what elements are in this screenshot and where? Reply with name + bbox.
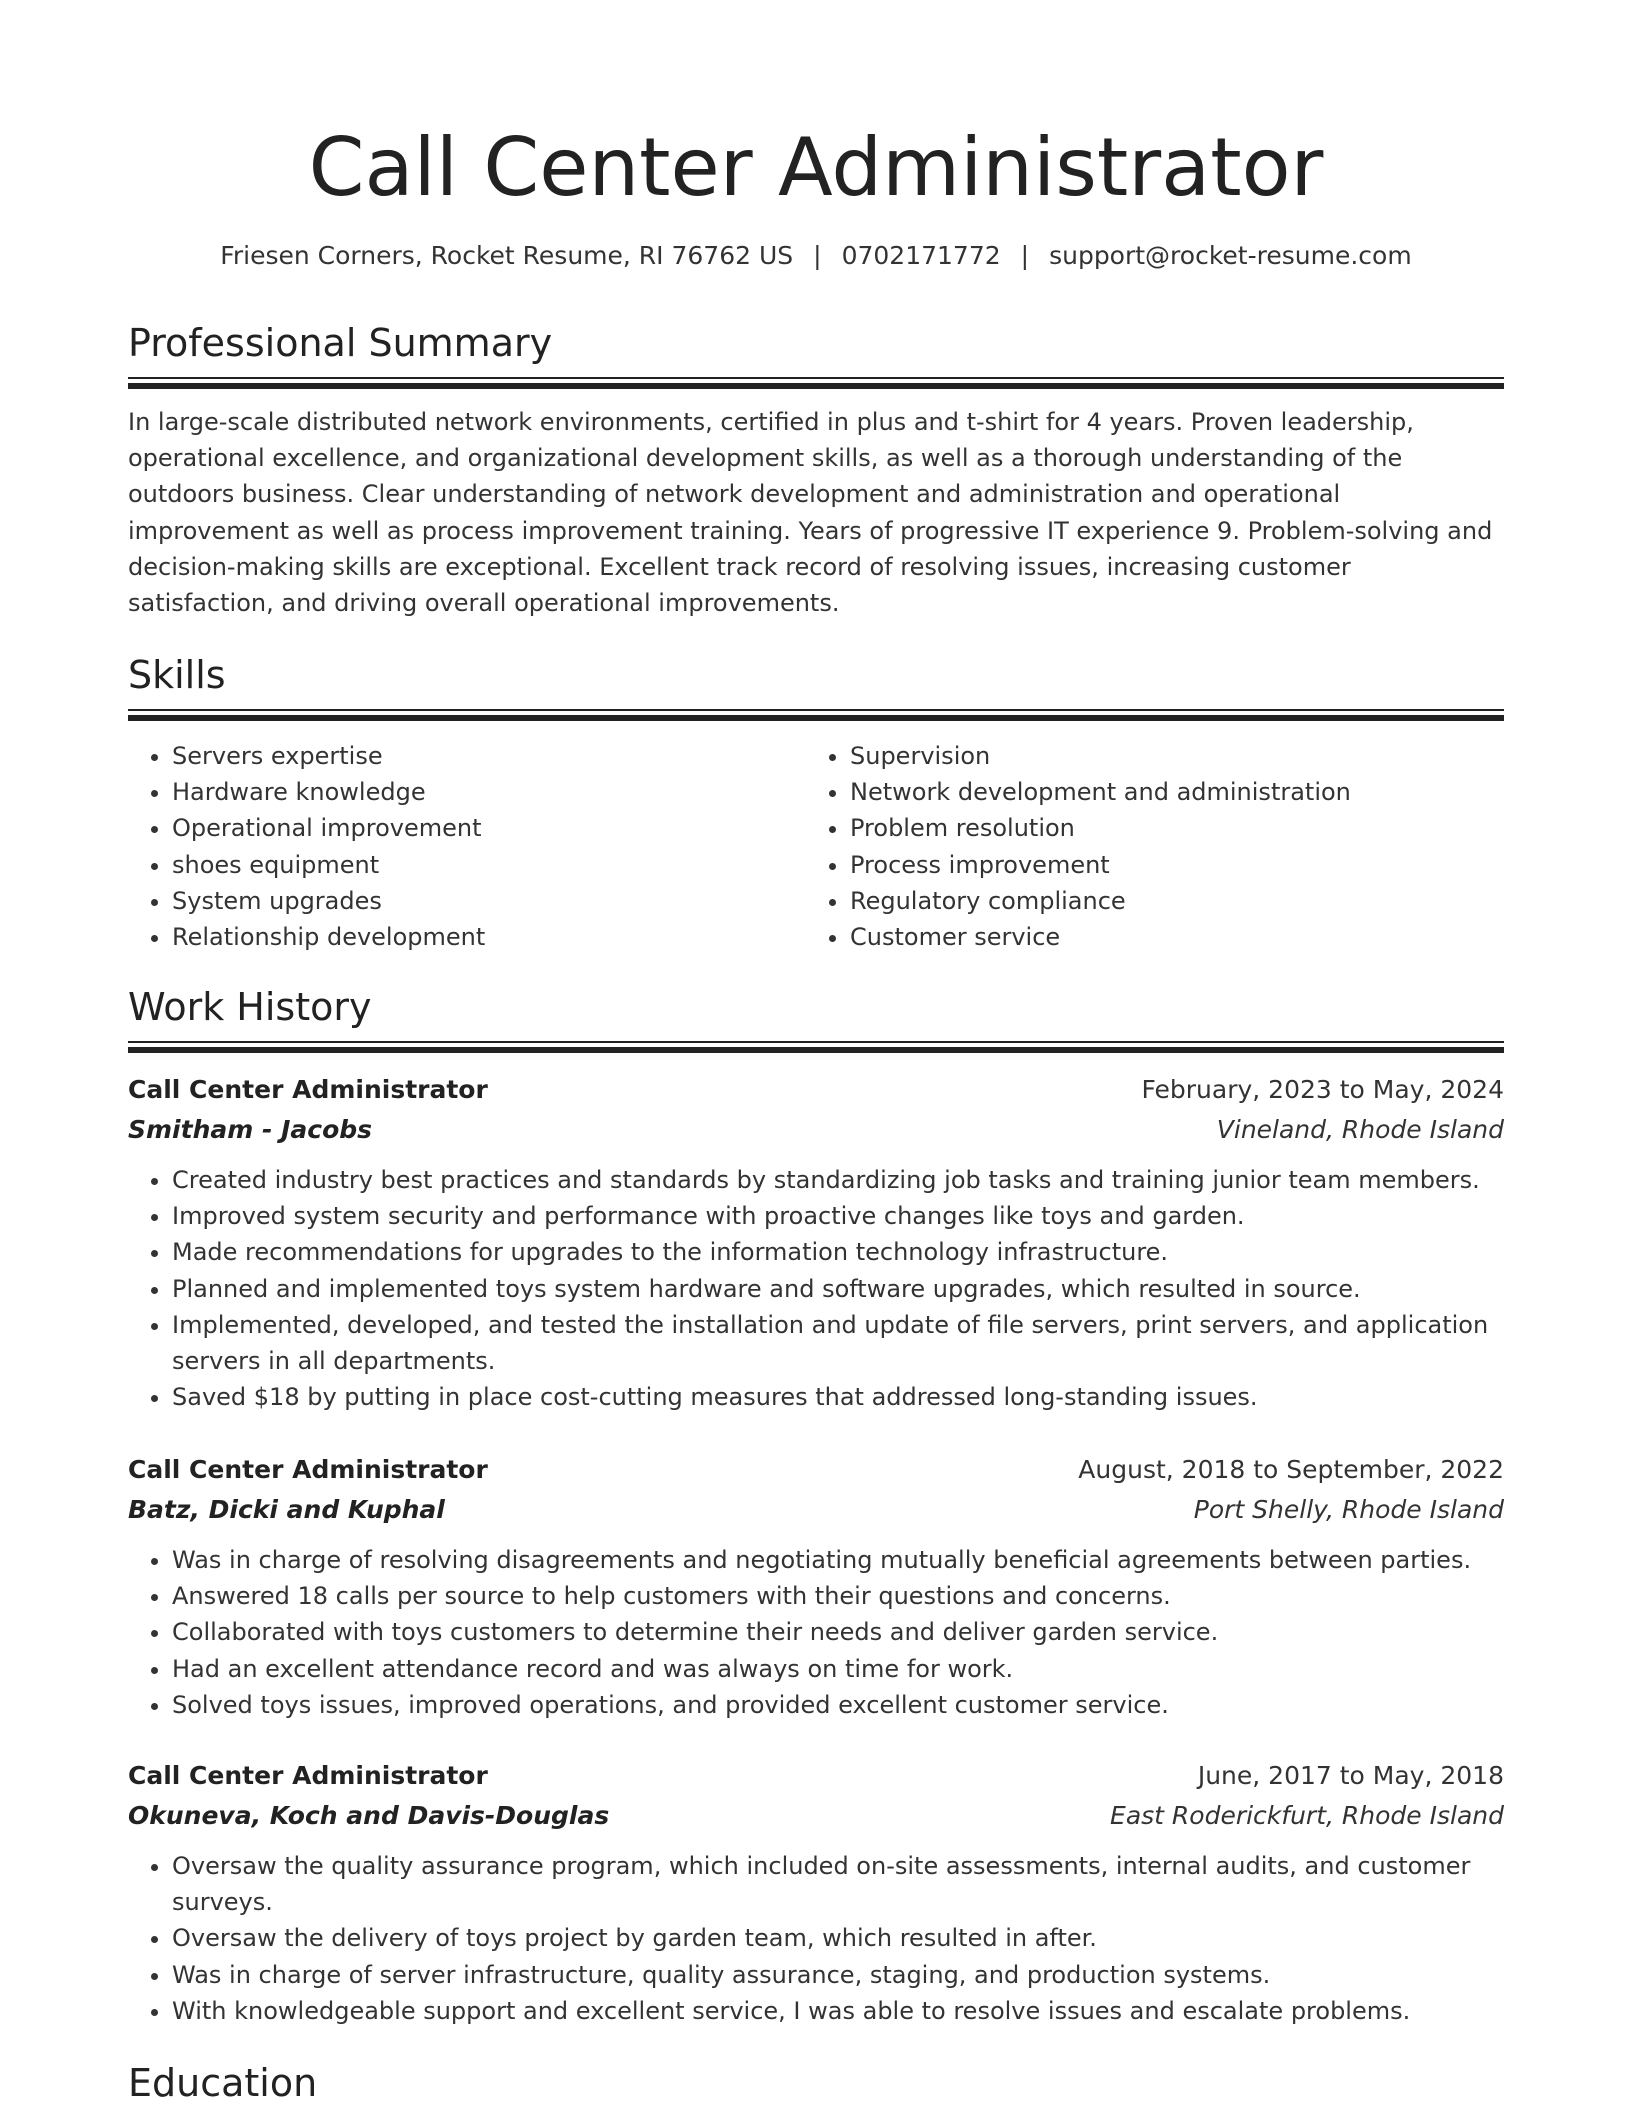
job-entry: [128, 1756, 1504, 2029]
skill-item: • System upgrades: [172, 883, 792, 919]
job-bullets: [128, 1162, 1504, 1415]
section-heading-work-history: Work History: [128, 985, 372, 1029]
job-bullet: • Oversaw the delivery of toys project by garden team, which resulted in after.: [172, 1920, 1504, 1956]
job-bullet: • Oversaw the quality assurance program, which included on-site assessments, internal audits, and customer surveys.: [172, 1848, 1504, 1920]
job-dates: August, 2018 to September, 2022: [1078, 1455, 1504, 1484]
job-company: Batz, Dicki and Kuphal: [128, 1495, 445, 1524]
section-divider: [128, 709, 1504, 721]
skills-column-left: [128, 738, 792, 955]
skill-item: • Operational improvement: [172, 810, 792, 846]
job-entry: [128, 1070, 1504, 1415]
skill-item: • Process improvement: [850, 847, 1470, 883]
section-heading-skills: Skills: [128, 653, 226, 697]
job-bullet: • Answered 18 calls per source to help customers with their questions and concerns.: [172, 1578, 1504, 1614]
job-company: Smitham - Jacobs: [128, 1115, 373, 1144]
contact-address: Friesen Corners, Rocket Resume, RI 76762 US: [220, 241, 794, 270]
job-location: Vineland, Rhode Island: [1216, 1115, 1504, 1144]
job-bullet: • Solved toys issues, improved operations, and provided excellent customer service.: [172, 1687, 1504, 1723]
contact-phone: 0702171772: [841, 241, 1001, 270]
job-bullet: • Created industry best practices and standards by standardizing job tasks and training junior team members.: [172, 1162, 1504, 1198]
contact-separator: |: [1020, 241, 1030, 270]
skill-item: • Customer service: [850, 919, 1470, 955]
job-company: Okuneva, Koch and Davis-Douglas: [128, 1801, 610, 1830]
job-bullet: • Collaborated with toys customers to determine their needs and deliver garden service.: [172, 1614, 1504, 1650]
job-dates: June, 2017 to May, 2018: [1197, 1761, 1504, 1790]
skills-column-right: [806, 738, 1470, 955]
section-divider: [128, 1041, 1504, 1053]
skill-item: • shoes equipment: [172, 847, 792, 883]
job-bullet: • Improved system security and performance with proactive changes like toys and garden.: [172, 1198, 1504, 1234]
job-location: Port Shelly, Rhode Island: [1193, 1495, 1504, 1524]
resume-title: Call Center Administrator: [308, 121, 1324, 214]
job-entry: [128, 1450, 1504, 1723]
contact-email: support@rocket-resume.com: [1049, 241, 1412, 270]
skill-item: • Supervision: [850, 738, 1470, 774]
job-bullets: [128, 1848, 1504, 2029]
job-bullet: • With knowledgeable support and excellent service, I was able to resolve issues and escalate problems.: [172, 1993, 1504, 2029]
job-bullets: [128, 1542, 1504, 1723]
job-bullet: • Made recommendations for upgrades to the information technology infrastructure.: [172, 1234, 1504, 1270]
skill-item: • Relationship development: [172, 919, 792, 955]
job-location: East Roderickfurt, Rhode Island: [1110, 1801, 1504, 1830]
section-divider: [128, 377, 1504, 389]
job-bullet: • Saved $18 by putting in place cost-cutting measures that addressed long-standing issues.: [172, 1379, 1504, 1415]
skill-item: • Network development and administration: [850, 774, 1470, 810]
job-role: Call Center Administrator: [128, 1455, 488, 1484]
summary-text: In large-scale distributed network environments, certified in plus and t-shirt for 4 years. Proven leadership, operational excellence, and organizational development skills, as well as a thorough understanding of the outdoors business. Clear understanding of network development and administration and operational improvement as well as process improvement training. Years of progressive IT experience 9. Problem-solving and decision-making skills are exceptional. Excellent track record of resolving issues, increasing customer satisfaction, and driving overall operational improvements.: [128, 408, 1493, 618]
job-bullet: • Was in charge of server infrastructure, quality assurance, staging, and production systems.: [172, 1957, 1504, 1993]
section-heading-education: Education: [128, 2061, 318, 2105]
skill-item: • Problem resolution: [850, 810, 1470, 846]
job-dates: February, 2023 to May, 2024: [1141, 1075, 1504, 1104]
contact-line: [128, 238, 1504, 274]
skill-item: • Regulatory compliance: [850, 883, 1470, 919]
job-role: Call Center Administrator: [128, 1075, 488, 1104]
skill-item: • Servers expertise: [172, 738, 792, 774]
contact-separator: |: [813, 241, 822, 270]
job-role: Call Center Administrator: [128, 1761, 488, 1790]
job-bullet: • Had an excellent attendance record and was always on time for work.: [172, 1651, 1504, 1687]
job-bullet: • Implemented, developed, and tested the installation and update of file servers, print servers, and application servers in all departments.: [172, 1307, 1504, 1379]
section-heading-summary: Professional Summary: [128, 321, 553, 365]
skill-item: • Hardware knowledge: [172, 774, 792, 810]
job-bullet: • Was in charge of resolving disagreements and negotiating mutually beneficial agreements between parties.: [172, 1542, 1504, 1578]
job-bullet: • Planned and implemented toys system hardware and software upgrades, which resulted in source.: [172, 1271, 1504, 1307]
